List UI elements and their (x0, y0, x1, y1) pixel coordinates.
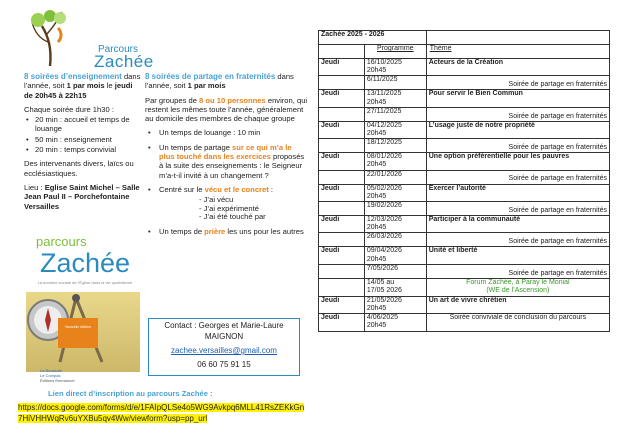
groups-post: environ, qui restent les mêmes toute l’année, généralement au domicile des membres de chaque groupe (145, 95, 308, 124)
schedule-theme (426, 278, 609, 296)
schedule-theme-text: Soirée de partage en fraternités (508, 144, 607, 152)
teaching-evenings-section (24, 72, 142, 216)
schedule-day (319, 170, 365, 184)
schedule-time-line: 20h45 (366, 224, 387, 232)
schedule-theme-subtext: (WE de l’Ascension) (486, 287, 550, 295)
teaching-frequency: 1 par mois (66, 81, 105, 91)
contact-phone: 06 60 75 91 15 (197, 359, 251, 369)
sharing-intro (145, 72, 309, 91)
schedule-date-line: 08/01/2026 (366, 153, 402, 161)
schedule-row (319, 153, 610, 170)
schedule-theme-text: Pour servir le Bien Commun (428, 90, 523, 98)
teaching-duration: Chaque soirée dure 1h30 : (24, 104, 114, 114)
schedule-date-line: 6/11/2025 (366, 76, 398, 84)
bullet4-post: les uns pour les autres (225, 227, 304, 237)
schedule-row (319, 314, 610, 331)
schedule-row (319, 184, 610, 201)
schedule-theme (426, 184, 609, 201)
schedule-row (319, 247, 610, 264)
schedule-day (319, 202, 365, 216)
schedule-date (364, 76, 426, 90)
contact-box (148, 318, 300, 376)
logo-parcours-text: Parcours (98, 44, 139, 55)
schedule-date (364, 121, 426, 138)
schedule-date (364, 264, 426, 278)
book-title-line2: Le Compas (40, 373, 61, 378)
logo-parcours-text: parcours (36, 234, 87, 249)
header-theme: Thème (426, 45, 609, 59)
schedule-row (319, 170, 610, 184)
schedule-date (364, 107, 426, 121)
location-label: Lieu : (24, 182, 45, 192)
schedule-theme-text: Participer à la communauté (428, 216, 521, 224)
schedule-date-line: 14/05 au (366, 278, 395, 286)
sharing-item (145, 185, 309, 222)
group-size: 8 ou 10 personnes (199, 95, 266, 105)
schedule-date (364, 202, 426, 216)
bullet4-highlight: prière (204, 227, 226, 237)
schedule-theme-text: Exercer l’autorité (428, 184, 486, 192)
registration-link[interactable] (18, 402, 308, 424)
teaching-intro-mid: le (104, 81, 115, 91)
schedule-date (364, 296, 426, 313)
schedule-theme (426, 59, 609, 76)
schedule-date-line: 26/03/2026 (366, 233, 402, 241)
schedule-date (364, 59, 426, 76)
schedule-day: Jeudi (319, 247, 365, 264)
schedule-row (319, 264, 610, 278)
schedule-theme-text: Soirée de partage en fraternités (508, 238, 607, 246)
schedule-date-line: 13/11/2025 (366, 90, 402, 98)
badge-text: Nouvelle édition (65, 325, 91, 329)
schedule-date (364, 247, 426, 264)
schedule-theme (426, 153, 609, 170)
schedule-date-line: 09/04/2026 (366, 247, 402, 255)
schedule-time-line: 20h45 (366, 161, 387, 169)
bullet2-pre: Un temps de partage (159, 142, 233, 152)
sharing-item: • Un temps de louange : 10 min (145, 128, 309, 137)
schedule-date (364, 153, 426, 170)
schedule-day (319, 107, 365, 121)
schedule-day: Jeudi (319, 90, 365, 107)
experience-item: - J’ai vécu (199, 195, 234, 205)
schedule-row (319, 59, 610, 76)
schedule-theme (426, 107, 609, 121)
schedule-theme (426, 314, 609, 331)
teaching-title: 8 soirées d’enseignement (24, 72, 122, 81)
schedule-time-line: 17/05 2026 (366, 287, 402, 295)
schedule-date (364, 233, 426, 247)
schedule-day (319, 233, 365, 247)
schedule-day: Jeudi (319, 184, 365, 201)
schedule-theme (426, 139, 609, 153)
schedule-date (364, 278, 426, 296)
schedule-day: Jeudi (319, 153, 365, 170)
sharing-evenings-section (145, 72, 309, 241)
schedule-time-line: 20h45 (366, 305, 387, 313)
schedule-theme (426, 264, 609, 278)
schedule-day: Jeudi (319, 314, 365, 331)
agenda-item: • 20 min : accueil et temps de louange (24, 115, 142, 134)
bullet2-highlight: sur ce qui m’a le plus touché dans les exercices (159, 142, 292, 162)
teaching-intro (24, 72, 142, 100)
schedule-time-line: 22/01/2026 (366, 170, 402, 178)
schedule-header-empty (426, 31, 609, 45)
schedule-time-line: 20h45 (366, 67, 387, 75)
experience-list (159, 196, 309, 222)
schedule-time-line: 20h45 (366, 322, 387, 330)
schedule-theme-text: Soirée de partage en fraternités (508, 269, 607, 277)
schedule-title: Zachée 2025 - 2026 (319, 31, 427, 45)
agenda-item: • 50 min : enseignement (24, 135, 142, 144)
schedule-date (364, 184, 426, 201)
sharing-frequency: 1 par mois (187, 81, 226, 91)
experience-item: - J’ai expérimenté (199, 203, 259, 213)
schedule-theme-text: Soirée de partage en fraternités (508, 81, 607, 89)
schedule-date-line: 16/10/2025 (366, 59, 402, 66)
logo-zachee-text: Zachée (94, 52, 154, 71)
contact-name: MAIGNON (204, 331, 244, 341)
schedule-row (319, 107, 610, 121)
contact-email-link[interactable]: zachee.versailles@gmail.com (171, 346, 277, 355)
schedule-day (319, 264, 365, 278)
teaching-intro-text: dans l’année, soit (24, 72, 141, 91)
schedule-theme (426, 216, 609, 233)
schedule-theme-text: Acteurs de la Création (428, 59, 504, 66)
schedule-row (319, 278, 610, 296)
header-programme: Programme (364, 45, 426, 59)
book-title (40, 368, 74, 383)
book-title-line1: La Boussole (40, 368, 63, 373)
schedule-theme (426, 170, 609, 184)
agenda-item: • 20 min : temps convivial (24, 145, 142, 154)
sharing-title: 8 soirées de partage en fraternités (145, 72, 276, 81)
bullet3-post: : (268, 184, 273, 194)
schedule-theme (426, 202, 609, 216)
schedule-theme-text: Soirée conviviale de conclusion du parcours (449, 314, 587, 322)
bullet3-highlight: vécu et le concret (204, 184, 269, 194)
schedule-day (319, 278, 365, 296)
schedule-time-line: 20h45 (366, 130, 387, 138)
schedule-theme-text: Soirée de partage en fraternités (508, 206, 607, 214)
experience-item: - J’ai été touché par (199, 212, 266, 222)
schedule-row (319, 296, 610, 313)
schedule-date (364, 314, 426, 331)
schedule-time-line: 27/11/2025 (366, 107, 402, 115)
schedule-date-line: 18/12/2025 (366, 139, 402, 147)
schedule-date (364, 216, 426, 233)
bullet4-pre: Un temps de (159, 227, 205, 237)
speakers-text: Des intervenants divers, laïcs ou ecclésiastiques. (24, 159, 134, 178)
schedule-theme (426, 296, 609, 313)
contact-line: Contact : Georges et Marie-Laure (164, 321, 284, 330)
schedule-theme-text: L’usage juste de notre propriété (428, 121, 535, 129)
teaching-schedule: jeudi de 20h45 à 22h15 (24, 81, 133, 100)
teaching-agenda (24, 115, 142, 154)
logo-tagline: La doctrine sociale de l’Église dans la vie quotidienne (37, 280, 133, 285)
book-publisher: Éditions Emmanuel (40, 378, 75, 383)
schedule-row (319, 202, 610, 216)
schedule-day: Jeudi (319, 121, 365, 138)
sharing-item (145, 143, 309, 180)
schedule-theme-text: Forum Zachée, à Paray le Monial (466, 279, 570, 287)
schedule-theme (426, 76, 609, 90)
new-edition-badge (58, 318, 98, 348)
schedule-day (319, 139, 365, 153)
schedule-row (319, 76, 610, 90)
schedule-date-line: 4/06/2025 (366, 314, 399, 322)
schedule-theme (426, 90, 609, 107)
schedule-theme-text: Une option préférentielle pour les pauvres (428, 153, 570, 161)
schedule-time-line: 20h45 (366, 192, 387, 200)
schedule-day (319, 76, 365, 90)
parcours-zachee-logo-large (26, 234, 144, 294)
schedule-theme (426, 247, 609, 264)
bullet2-post: proposés à la suite des enseignements : le Seigneur m’a-t-il invité à un changement ? (159, 152, 305, 180)
schedule-row (319, 121, 610, 138)
sharing-intro-text: dans l’année, soit (145, 72, 294, 91)
schedule-date (364, 90, 426, 107)
sharing-agenda (145, 128, 309, 236)
schedule-theme-text: Un art de vivre chrétien (428, 296, 507, 304)
location-value: Eglise Saint Michel – Salle Jean Paul II – Porchefontaine Versailles (24, 182, 140, 211)
schedule-theme (426, 233, 609, 247)
location (24, 183, 142, 211)
parcours-zachee-logo (28, 8, 154, 71)
schedule-day: Jeudi (319, 216, 365, 233)
registration-link-title: Lien direct d’inscription au parcours Zachée : (48, 389, 213, 398)
schedule-date (364, 170, 426, 184)
schedule-time-line: 20h45 (366, 255, 387, 263)
schedule-date (364, 139, 426, 153)
groups-pre: Par groupes de (145, 95, 200, 105)
schedule-row (319, 233, 610, 247)
logo-zachee-text: Zachée (40, 248, 131, 278)
schedule-date-line: 05/02/2026 (366, 184, 402, 192)
registration-url[interactable]: https://docs.google.com/forms/d/e/1FAIpQLSe4o5WG9Avkpq6MLL41RsZEKkGn7HiVHHWqRv6uYXBu5qv4Ww/viewform?usp=pp_url (18, 403, 305, 423)
schedule-theme-text: Soirée de partage en fraternités (508, 175, 607, 183)
header-day-empty (319, 45, 365, 59)
schedule-theme-text: Soirée de partage en fraternités (508, 112, 607, 120)
schedule-row (319, 139, 610, 153)
schedule-date-line: 19/02/2026 (366, 202, 402, 210)
schedule-date-line: 04/12/2025 (366, 121, 402, 129)
schedule-date-line: 12/03/2026 (366, 216, 402, 224)
schedule-row (319, 90, 610, 107)
schedule-theme (426, 121, 609, 138)
schedule-row (319, 216, 610, 233)
schedule-day: Jeudi (319, 59, 365, 76)
schedule-date-line: 21/05/2026 (366, 296, 402, 304)
schedule-table (318, 30, 610, 332)
schedule-theme-text: Unité et liberté (428, 247, 478, 255)
sharing-item (145, 227, 309, 236)
schedule-time-line: 20h45 (366, 98, 387, 106)
bullet3-pre: Centré sur le (159, 184, 205, 194)
schedule-date-line: 7/05/2026 (366, 264, 399, 272)
schedule-day: Jeudi (319, 296, 365, 313)
groups-text (145, 96, 309, 124)
